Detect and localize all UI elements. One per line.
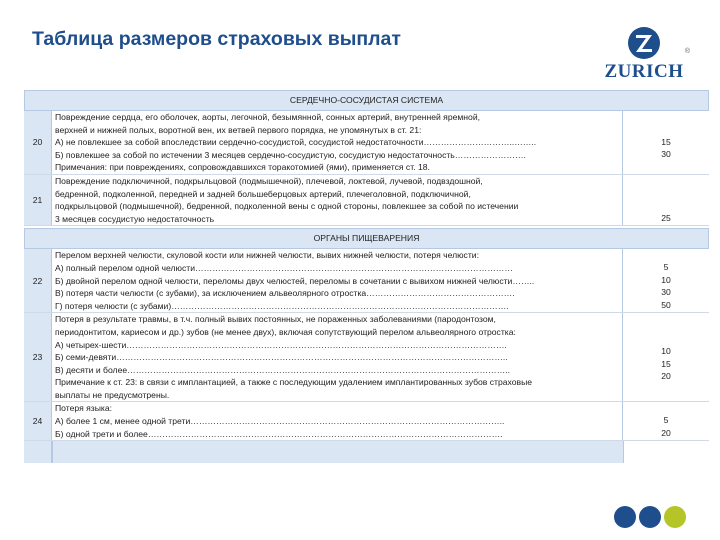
blue-dot-icon [639, 506, 661, 528]
table-row [24, 111, 709, 175]
payout-percent: 25 [622, 175, 709, 225]
article-description: Потеря в результате травмы, в т.ч. полный вывих постоянных, не пораженных заболеваниями (пародонтозом, периодонтитом, кариесом и др.) зубов (не менее двух), включая сопутствующий перелом альвеолярного отростка: А) четырех-шести……………………………………………………………………………………………………………………. Б) семи-девяти……………………………………………………………………………………………………………………….. В) десяти и более…………………………………………………………………………………………………………………….. Примечание к ст. 23: в связи с имплантацией, а также с последующим удалением имплантированных зубов страховые выплаты не предусмотрены. [55, 314, 533, 400]
green-dot-icon [664, 506, 686, 528]
payout-percent: 10 15 20 [622, 313, 709, 401]
registered-mark: ® [684, 48, 690, 55]
section-header-digestive: ОРГАНЫ ПИЩЕВАРЕНИЯ [24, 228, 709, 249]
section-header-cardio: СЕРДЕЧНО-СОСУДИСТАЯ СИСТЕМА [24, 90, 709, 111]
payout-percent: 5 10 30 50 [622, 249, 709, 312]
article-number: 24 [24, 402, 52, 440]
blue-dot-icon [614, 506, 636, 528]
zurich-logo [596, 26, 692, 82]
payout-percent: 15 30 [622, 111, 709, 174]
payout-table [24, 90, 709, 463]
page-title: Таблица размеров страховых выплат [32, 28, 401, 50]
zurich-wordmark: ZURICH [604, 61, 684, 82]
article-description: Повреждение сердца, его оболочек, аорты, легочной, безымянной, сонных артерий, внутренней яремной, верхней и нижней полых, воротной вен, их ветвей первого порядка, не упомянутых в ст. 21: А) не повлекшее за собой впоследствии сердечно-сосудистой, сосудистой недостаточности…………………………..…….. Б) повлекшее за собой по истечении 3 месяцев сердечно-сосудистую, сосудистую недостаточность……………………. Примечания: при повреждениях, сопровождавшихся торакотомией (ями), применяется ст. 18. [55, 112, 537, 173]
article-number: 22 [24, 249, 52, 312]
article-number: 23 [24, 313, 52, 401]
article-description: Потеря языка: А) более 1 см, менее одной трети……………………………………………………………………………………………….. Б) одной трети и более……………………………………………………………………………………………………………. [55, 403, 505, 439]
article-description: Перелом верхней челюсти, скуловой кости или нижней челюсти, вывих нижней челюсти, потеря челюсти: А) полный перелом одной челюсти………………………………………………………………………………………………… Б) двойной перелом одной челюсти, переломы двух челюстей, переломы в сочетании с вывихом нижней челюсти…….. В) потеря части челюсти (с зубами), за исключением альвеолярного отростка……………………………………………. Г) потеря челюсти (с зубами)………………………………………………………………………………………………………. [55, 250, 535, 311]
zurich-z-icon [627, 26, 661, 60]
payout-percent: 5 20 [622, 402, 709, 440]
table-row [24, 249, 709, 313]
table-footer [24, 441, 709, 463]
table-row [24, 402, 709, 441]
article-number: 21 [24, 175, 52, 225]
article-number: 20 [24, 111, 52, 174]
article-description: Повреждение подключичной, подкрыльцовой (подмышечной), плечевой, локтевой, лучевой, подвздошной, бедренной, подколенной, передней и задней большеберцовых артерий, плечеголовной, подключичной, подкрыльцовой (подмышечной), бедренной, подколенной вены с одной стороны, повлекшее за собой по истечении 3 месяцев сосудистую недостаточность [55, 175, 519, 224]
table-row [24, 313, 709, 402]
table-row [24, 175, 709, 226]
